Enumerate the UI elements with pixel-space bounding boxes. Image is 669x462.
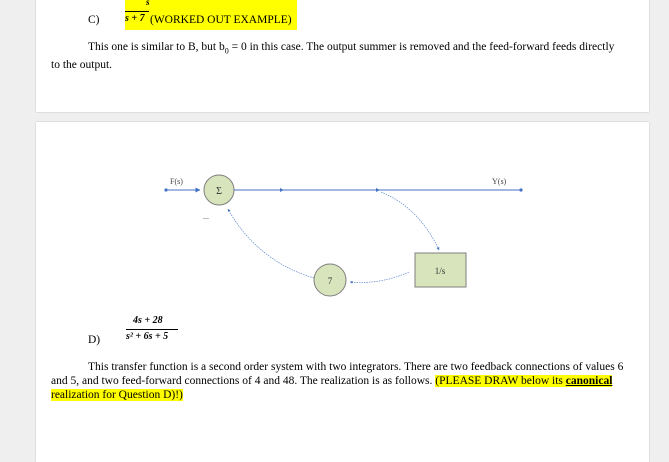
para-c-subscript: 0 bbox=[224, 46, 229, 56]
instruction-canonical: canonical bbox=[565, 375, 613, 387]
feedback-to-summer bbox=[228, 209, 314, 278]
instruction-post: realization for Question D)!) bbox=[51, 389, 183, 401]
instruction-pre: (PLEASE DRAW below its bbox=[435, 375, 566, 387]
tf-d-numerator: 4s + 28 bbox=[133, 315, 163, 326]
output-node bbox=[519, 188, 522, 191]
block-diagram bbox=[36, 122, 649, 322]
input-node bbox=[164, 188, 167, 191]
tf-c-denominator: s + 7 bbox=[125, 13, 145, 24]
integrator-label: 1/s bbox=[434, 266, 446, 276]
section-c-paragraph bbox=[51, 40, 621, 72]
tf-d-fraction-bar bbox=[126, 329, 178, 330]
section-d-paragraph bbox=[51, 360, 641, 402]
branch-to-integrator bbox=[381, 192, 439, 250]
forward-arrow bbox=[280, 188, 284, 192]
summer-minus-sign: — bbox=[203, 216, 209, 222]
integrator-to-gain bbox=[350, 272, 409, 283]
tf-c-numerator: s bbox=[146, 0, 150, 7]
worked-example-label: (WORKED OUT EXAMPLE) bbox=[150, 14, 292, 26]
tf-c-fraction-bar bbox=[125, 11, 149, 12]
para-c-text-2: = 0 in this case. The output summer is removed and the feed-forward feeds directly to the output. bbox=[51, 41, 615, 72]
summer-symbol: Σ bbox=[216, 186, 222, 197]
output-label: Y(s) bbox=[492, 177, 507, 186]
section-c-label: C) bbox=[88, 14, 100, 26]
gain-value: 7 bbox=[327, 276, 333, 286]
branch-arrow bbox=[376, 188, 380, 192]
section-d-label: D) bbox=[88, 334, 101, 346]
tf-d-denominator: s² + 6s + 5 bbox=[126, 331, 169, 342]
para-c-text-1: This one is similar to B, but b bbox=[88, 41, 225, 53]
para-d-text: This transfer function is a second order system with two integrators. There are two feedback connections of values 6 and 5, and two feed-forward connections of 4 and 48. The realization is as follows. bbox=[51, 361, 624, 387]
input-label: F(s) bbox=[170, 177, 183, 186]
